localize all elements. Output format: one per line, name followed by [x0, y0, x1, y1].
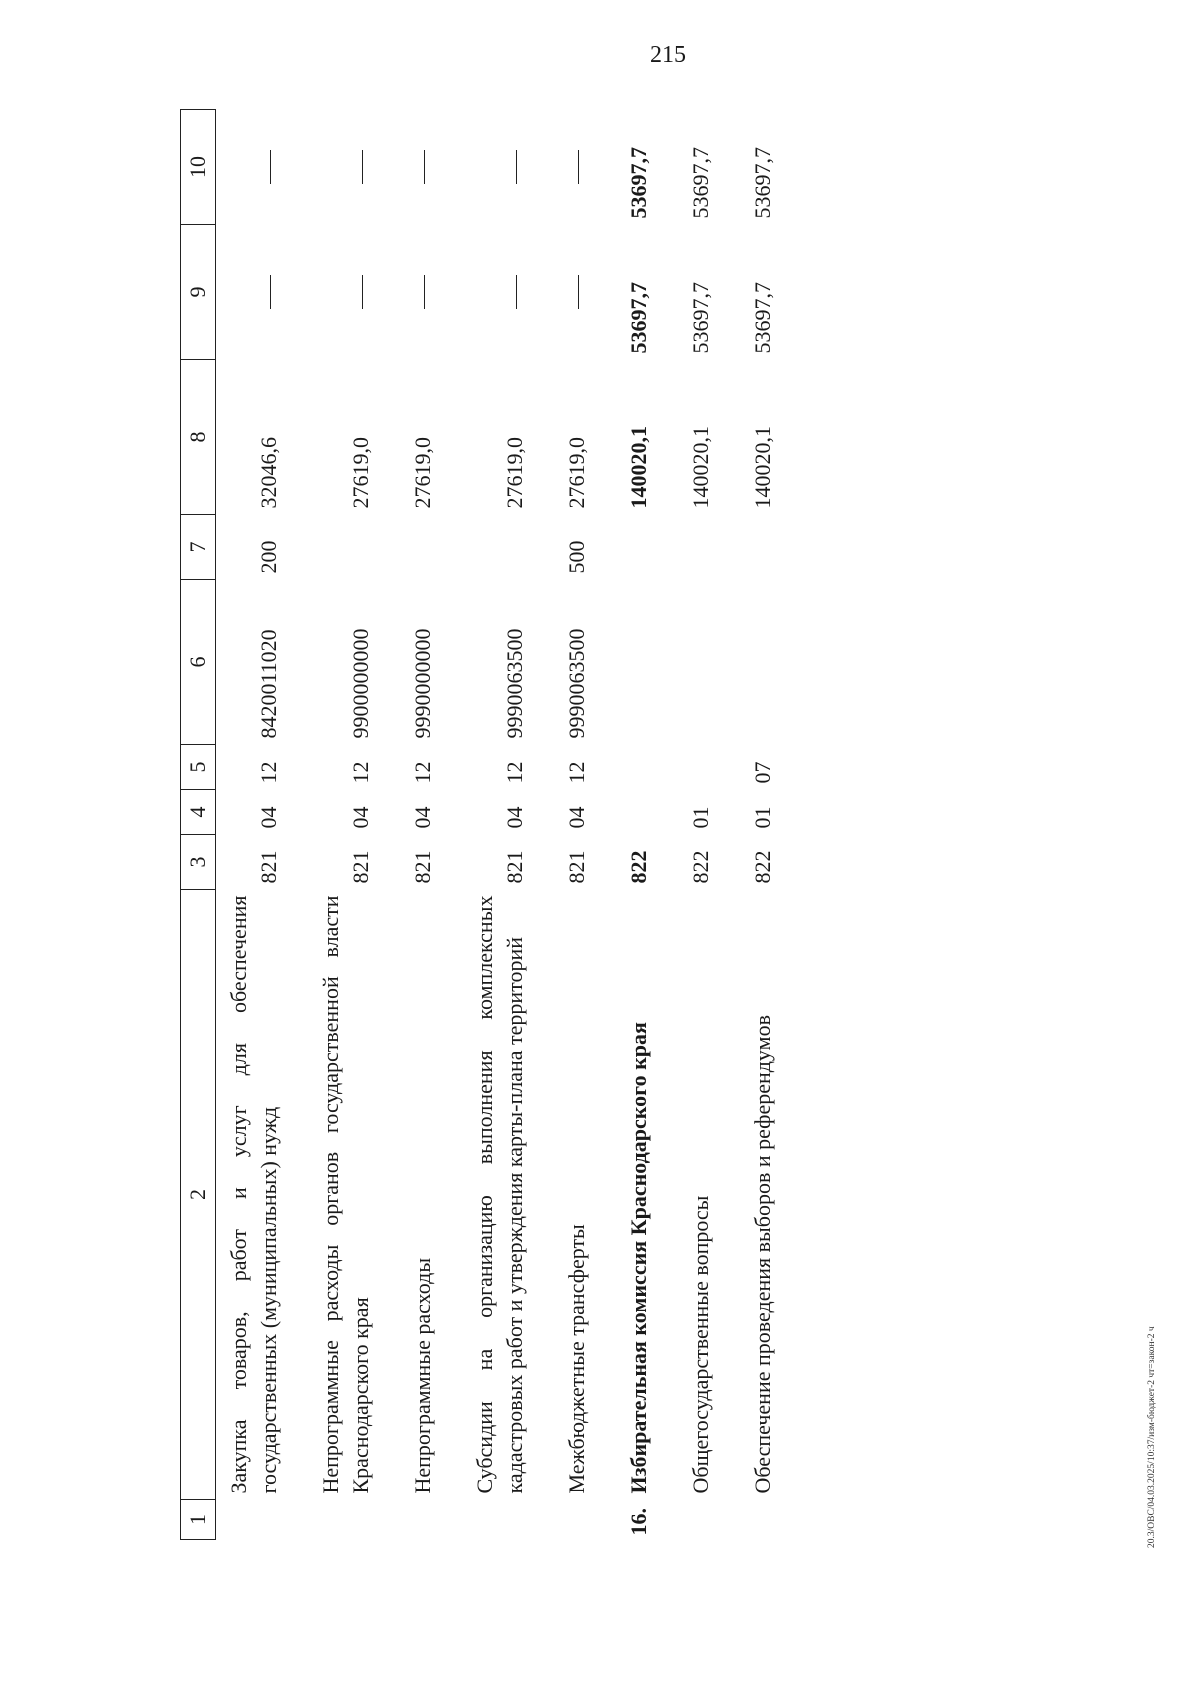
- table-header-row: [181, 110, 216, 1540]
- table-cell-col-2: Субсидии на организацию выполнения комплексных кадастровых работ и утверждения карты-плана территорий: [472, 895, 527, 1494]
- table-cell-col-4: 04: [348, 806, 373, 829]
- table-cell-col-2: Непрограммные расходы: [410, 1257, 435, 1494]
- table-cell-col-6: 9990063500: [502, 628, 527, 739]
- table-cell-col-1: [740, 1500, 782, 1540]
- table-row: [216, 110, 289, 1540]
- empty-value-dash: [578, 150, 579, 184]
- table-cell-col-10: [400, 110, 442, 225]
- table-cell-col-10: [308, 110, 380, 225]
- budget-table: [180, 109, 782, 1540]
- table-body: [216, 110, 783, 1540]
- table-cell-col-7: [740, 515, 782, 580]
- empty-value-dash: [516, 275, 517, 309]
- row-spacer: [288, 110, 308, 1540]
- page-number: 215: [650, 42, 686, 68]
- column-header-7: 7: [181, 515, 216, 580]
- table-cell-col-1: [678, 1500, 720, 1540]
- table-cell-col-9: [308, 225, 380, 360]
- table-cell-col-8: 27619,0: [502, 437, 527, 509]
- table-cell-col-5: 12: [348, 761, 373, 784]
- table-cell-col-3: 822: [688, 850, 713, 884]
- table-cell-col-2: Непрограммные расходы органов государственной власти Краснодарского края: [318, 895, 373, 1494]
- row-spacer-cell: [380, 110, 400, 1540]
- table-cell-col-9: [554, 225, 596, 360]
- table-cell-col-6: [678, 580, 720, 745]
- table-cell-col-4: 04: [564, 806, 589, 829]
- table-cell-col-5: [678, 745, 720, 790]
- row-spacer: [720, 110, 740, 1540]
- table-cell-col-1: [554, 1500, 596, 1540]
- column-header-5: 5: [181, 745, 216, 790]
- column-header-3: 3: [181, 835, 216, 890]
- empty-value-dash: [362, 150, 363, 184]
- table-row: [740, 110, 782, 1540]
- empty-value-dash: [270, 150, 271, 184]
- table-cell-col-4: [616, 790, 658, 835]
- empty-value-dash: [362, 275, 363, 309]
- column-header-1: 1: [181, 1500, 216, 1540]
- table-cell-col-8: 140020,1: [688, 426, 713, 509]
- column-header-6: 6: [181, 580, 216, 745]
- empty-value-dash: [516, 150, 517, 184]
- table-cell-col-10: [462, 110, 534, 225]
- table-cell-col-10: 53697,7: [750, 147, 775, 219]
- table-cell-col-2: Избирательная комиссия Краснодарского края: [626, 1022, 651, 1494]
- table-cell-col-10: [216, 110, 289, 225]
- table-cell-col-1: [400, 1500, 442, 1540]
- table-cell-col-9: [462, 225, 534, 360]
- table-row: [462, 110, 534, 1540]
- table-cell-col-3: 821: [502, 850, 527, 884]
- table-cell-col-4: 04: [410, 806, 435, 829]
- row-spacer-cell: [534, 110, 554, 1540]
- table-row: [616, 110, 658, 1540]
- table-cell-col-8: 32046,6: [256, 437, 281, 509]
- table-row: [308, 110, 380, 1540]
- column-header-4: 4: [181, 790, 216, 835]
- table-cell-col-9: [400, 225, 442, 360]
- column-header-9: 9: [181, 225, 216, 360]
- table-cell-col-6: 9900000000: [348, 628, 373, 739]
- table-cell-col-1: [462, 1500, 534, 1540]
- table-cell-col-7: [616, 515, 658, 580]
- row-spacer: [380, 110, 400, 1540]
- row-spacer-cell: [658, 110, 678, 1540]
- row-spacer: [534, 110, 554, 1540]
- budget-table-rotated: [180, 110, 1080, 1540]
- table-cell-col-7: [462, 515, 534, 580]
- table-cell-col-7: 500: [564, 540, 589, 574]
- empty-value-dash: [424, 150, 425, 184]
- table-cell-col-10: 53697,7: [626, 147, 651, 219]
- empty-value-dash: [270, 275, 271, 309]
- table-cell-col-2: Межбюджетные трансферты: [564, 1224, 589, 1494]
- table-row: [554, 110, 596, 1540]
- table-cell-col-6: 8420011020: [256, 629, 281, 739]
- footer-document-code: 20.3/ОВС/04.03.2025/10:37/изм-бюджет-2 чт=закон-2 ч: [1147, 1326, 1157, 1548]
- table-cell-col-8: 27619,0: [564, 437, 589, 509]
- table-cell-col-10: [554, 110, 596, 225]
- table-cell-col-2: Закупка товаров, работ и услуг для обеспечения государственных (муниципальных) нужд: [226, 895, 281, 1494]
- table-cell-col-10: 53697,7: [688, 147, 713, 219]
- table-cell-col-5: [616, 745, 658, 790]
- table-cell-col-5: 12: [410, 761, 435, 784]
- table-cell-col-6: [740, 580, 782, 745]
- table-cell-col-8: 27619,0: [348, 437, 373, 509]
- table-cell-col-3: 822: [626, 850, 651, 884]
- empty-value-dash: [424, 275, 425, 309]
- table-cell-col-7: 200: [256, 540, 281, 574]
- table-cell-col-6: 9990063500: [564, 628, 589, 739]
- row-spacer-cell: [442, 110, 462, 1540]
- column-header-8: 8: [181, 360, 216, 515]
- table-row: [678, 110, 720, 1540]
- table-cell-col-6: 9990000000: [410, 628, 435, 739]
- table-cell-col-9: 53697,7: [626, 282, 651, 354]
- table-cell-col-5: 07: [750, 761, 775, 784]
- table-cell-col-8: 140020,1: [750, 426, 775, 509]
- row-spacer-cell: [720, 110, 740, 1540]
- table-cell-col-2: Обеспечение проведения выборов и референдумов: [750, 1015, 775, 1494]
- table-cell-col-3: 821: [256, 850, 281, 884]
- table-cell-col-3: 821: [410, 850, 435, 884]
- table-cell-col-4: 01: [688, 806, 713, 829]
- table-cell-col-7: [308, 515, 380, 580]
- table-cell-col-3: 821: [564, 850, 589, 884]
- table-cell-col-8: 140020,1: [626, 426, 651, 509]
- empty-value-dash: [578, 275, 579, 309]
- table-cell-col-9: 53697,7: [750, 282, 775, 354]
- column-header-2: 2: [181, 890, 216, 1500]
- table-cell-col-4: 04: [502, 806, 527, 829]
- row-spacer: [596, 110, 616, 1540]
- table-cell-col-1: 16.: [626, 1508, 651, 1536]
- table-cell-col-5: 12: [502, 761, 527, 784]
- row-spacer: [442, 110, 462, 1540]
- row-spacer: [658, 110, 678, 1540]
- table-cell-col-1: [216, 1500, 289, 1540]
- table-cell-col-9: [216, 225, 289, 360]
- row-spacer-cell: [596, 110, 616, 1540]
- table-cell-col-5: 12: [256, 761, 281, 784]
- table-cell-col-4: 04: [256, 806, 281, 829]
- table-cell-col-6: [616, 580, 658, 745]
- table-cell-col-2: Общегосударственные вопросы: [688, 1195, 713, 1494]
- table-cell-col-7: [400, 515, 442, 580]
- table-cell-col-4: 01: [750, 806, 775, 829]
- table-cell-col-3: 822: [750, 850, 775, 884]
- table-row: [400, 110, 442, 1540]
- row-spacer-cell: [288, 110, 308, 1540]
- table-cell-col-7: [678, 515, 720, 580]
- table-cell-col-3: 821: [348, 850, 373, 884]
- table-cell-col-1: [308, 1500, 380, 1540]
- table-cell-col-8: 27619,0: [410, 437, 435, 509]
- column-header-10: 10: [181, 110, 216, 225]
- table-cell-col-5: 12: [564, 761, 589, 784]
- table-cell-col-9: 53697,7: [688, 282, 713, 354]
